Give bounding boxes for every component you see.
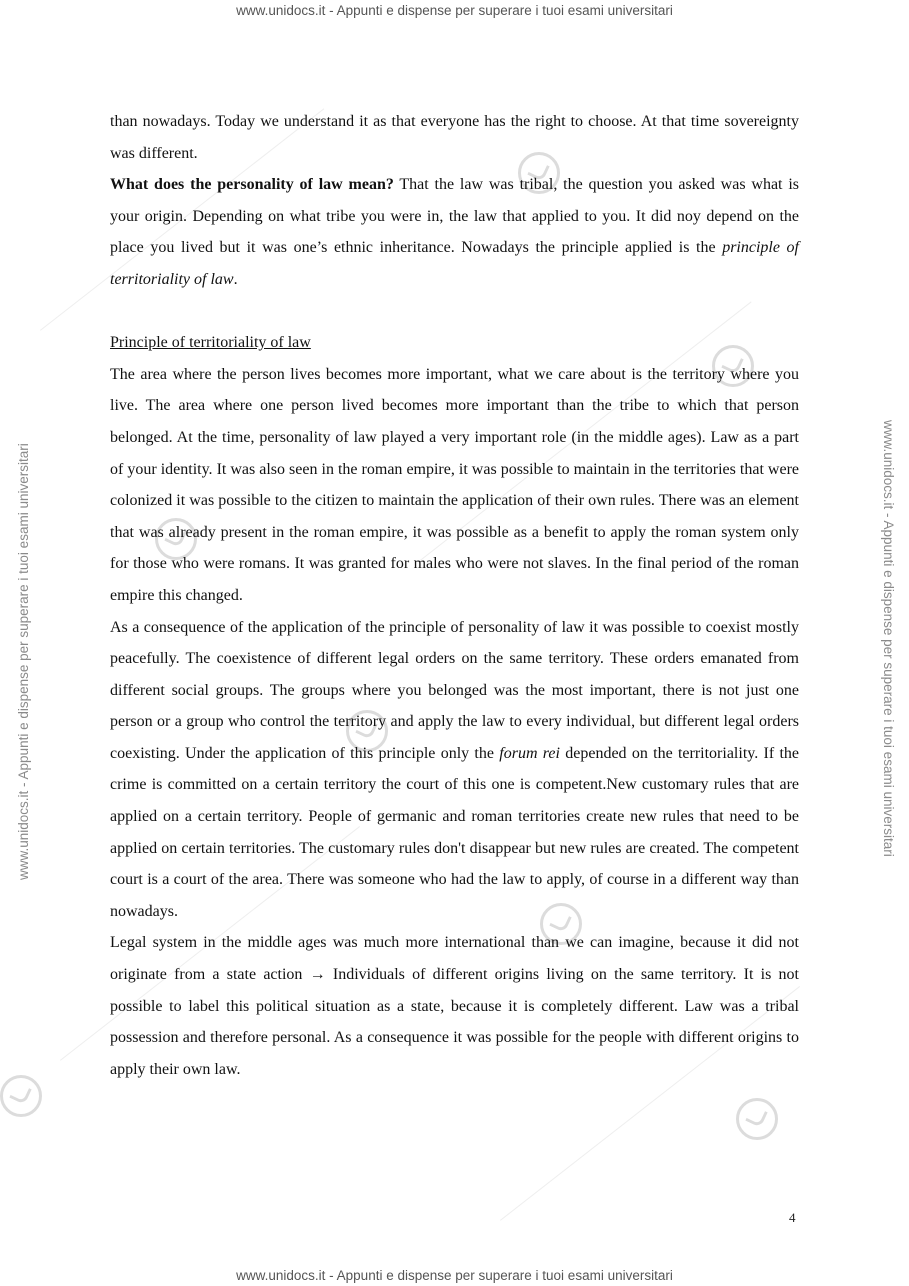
paragraph-end: .: [233, 270, 238, 288]
page-number: 4: [789, 1210, 796, 1225]
paragraph-territoriality: The area where the person lives becomes more important, what we care about is the territory where you live. The area where one person lived becomes more important than the tribe to which that person belonged. At the time, personality of law played a very important role (in the middle ages). Law as a part of your identity. It was also seen in the roman empire, it was possible to maintain in the territories that were colonized it was possible to the citizen to maintain the application of their own rules. There was an element that was already present in the roman empire, it was possible as a benefit to apply the roman system only for those who were romans. It was granted for males who were not slaves. In the final period of the roman empire this changed.: [110, 365, 799, 604]
paragraph-text: That the law was tribal, the question you asked was what is your origin. Depending on what tribe you were in, the law that applied to you. It did noy depend on the place you lived but it was one’s ethnic inheritance. Nowadays the principle applied is the: [110, 176, 799, 257]
paragraph-personality-of-law: [110, 169, 799, 295]
watermark-footer[interactable]: www.unidocs.it - Appunti e dispense per superare i tuoi esami universitari: [236, 1268, 673, 1283]
watermark-left-side: www.unidocs.it - Appunti e dispense per superare i tuoi esami universitari: [16, 443, 31, 880]
paragraph-text: As a consequence of the application of the principle of personality of law it was possible to coexist mostly peacefully. The coexistence of different legal orders on the same territory. These orders emanated from different social groups. The groups where you belonged was the most important, there is not just one person or a group who control the territory and apply the law to every individual, but different legal orders coexisting. Under the application of this principle only the: [110, 618, 799, 762]
watermark-right-side: www.unidocs.it - Appunti e dispense per superare i tuoi esami universitari: [881, 420, 896, 857]
italic-term: forum rei: [499, 744, 560, 762]
section-heading: Principle of territoriality of law: [110, 334, 311, 352]
watermark-header[interactable]: www.unidocs.it - Appunti e dispense per superare i tuoi esami universitari: [236, 3, 673, 18]
document-body: [110, 106, 799, 1085]
paragraph-consequence: [110, 612, 799, 928]
paragraph-continuation: than nowadays. Today we understand it as that everyone has the right to choose. At that time sovereignty was different.: [110, 113, 799, 162]
paragraph-text: depended on the territoriality. If the crime is committed on a certain territory the court of this one is competent.New customary rules that are applied on a certain territory. People of germanic and roman territories create new rules that need to be applied on certain territories. The customary rules don't disappear but new rules are created. The competent court is a court of the area. There was someone who had the law to apply, of course in a different way than nowadays.: [110, 744, 800, 920]
italic-term: principle of territoriality of law: [110, 239, 799, 288]
question-text: What does the personality of law mean?: [110, 176, 394, 194]
paragraph-legal-system: Legal system in the middle ages was much more international than we can imagine, because it did not originate from a state action → Individuals of different origins living on the same territory. It is not possible to label this political situation as a state, because it is completely different. Law was a tribal possession and therefore personal. As a consequence it was possible for the people with different origins to apply their own law.: [110, 934, 799, 1078]
watermark-logo-icon: [736, 1098, 778, 1140]
watermark-logo-icon: [0, 1075, 42, 1117]
